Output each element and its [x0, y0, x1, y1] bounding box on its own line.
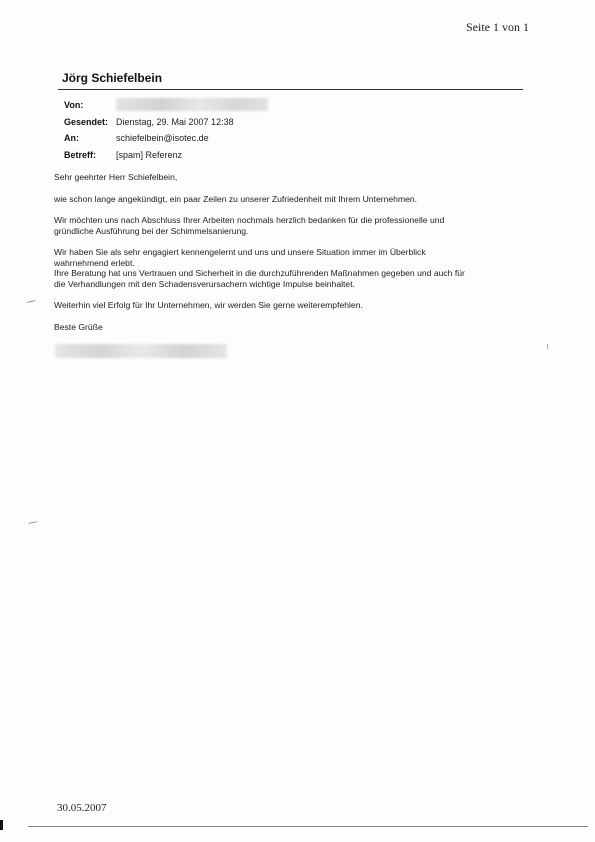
scan-artifact-mark — [28, 521, 38, 524]
from-label: Von: — [64, 100, 84, 110]
scan-artifact-mark — [26, 300, 36, 303]
email-body — [54, 172, 534, 332]
redacted-sender-address — [116, 98, 268, 111]
to-value: schiefelbein@isotec.de — [116, 133, 209, 143]
paragraph-1: wie schon lange angekündigt, ein paar Zeilen zu unserer Zufriedenheit mit Ihrem Unternehmen. — [54, 193, 418, 204]
subject-value: [spam] Referenz — [116, 149, 183, 160]
sent-row — [64, 114, 268, 131]
page-number: Seite 1 von 1 — [466, 20, 529, 34]
greeting: Sehr geehrter Herr Schiefelbein, — [54, 172, 178, 182]
paragraph-3-line-1: Wir haben Sie als sehr engagiert kennengelernt und uns und unsere Situation immer im Überblick — [54, 247, 426, 257]
paragraph-3-line-2: wahrnehmend erlebt. — [54, 257, 135, 268]
to-row — [64, 130, 268, 147]
subject-label: Betreff: — [64, 149, 97, 160]
header-divider — [58, 89, 523, 90]
to-label: An: — [64, 133, 79, 143]
scan-edge-mark — [0, 820, 3, 830]
subject-row — [64, 147, 268, 164]
redacted-signature — [55, 344, 227, 358]
footer-divider — [28, 826, 588, 827]
sent-value: Dienstag, 29. Mai 2007 12:38 — [116, 116, 234, 127]
paragraph-3 — [54, 247, 534, 289]
paragraph-2-line-1: Wir möchten uns nach Abschluss Ihrer Arbeiten nochmals herzlich bedanken für die professionelle und — [54, 215, 445, 225]
paragraph-2-line-2: gründliche Ausführung bei der Schimmelsanierung. — [54, 225, 249, 236]
footer-date: 30.05.2007 — [57, 802, 107, 814]
closing: Beste Grüße — [54, 321, 103, 332]
paragraph-3-line-4: die Verhandlungen mit den Schadensverursachern wichtige Impulse beinhaltet. — [54, 278, 355, 289]
from-row — [64, 97, 268, 114]
email-header-block — [64, 97, 268, 163]
scan-artifact-dot — [547, 344, 548, 349]
paragraph-2 — [54, 215, 534, 236]
paragraph-4: Weiterhin viel Erfolg für Ihr Unternehmen, wir werden Sie gerne weiterempfehlen. — [54, 300, 363, 310]
sender-name-heading: Jörg Schiefelbein — [62, 71, 163, 85]
paragraph-3-line-3: Ihre Beratung hat uns Vertrauen und Sicherheit in die durchzuführenden Maßnahmen gegeben und auch für — [54, 268, 465, 278]
sent-label: Gesendet: — [64, 116, 109, 127]
